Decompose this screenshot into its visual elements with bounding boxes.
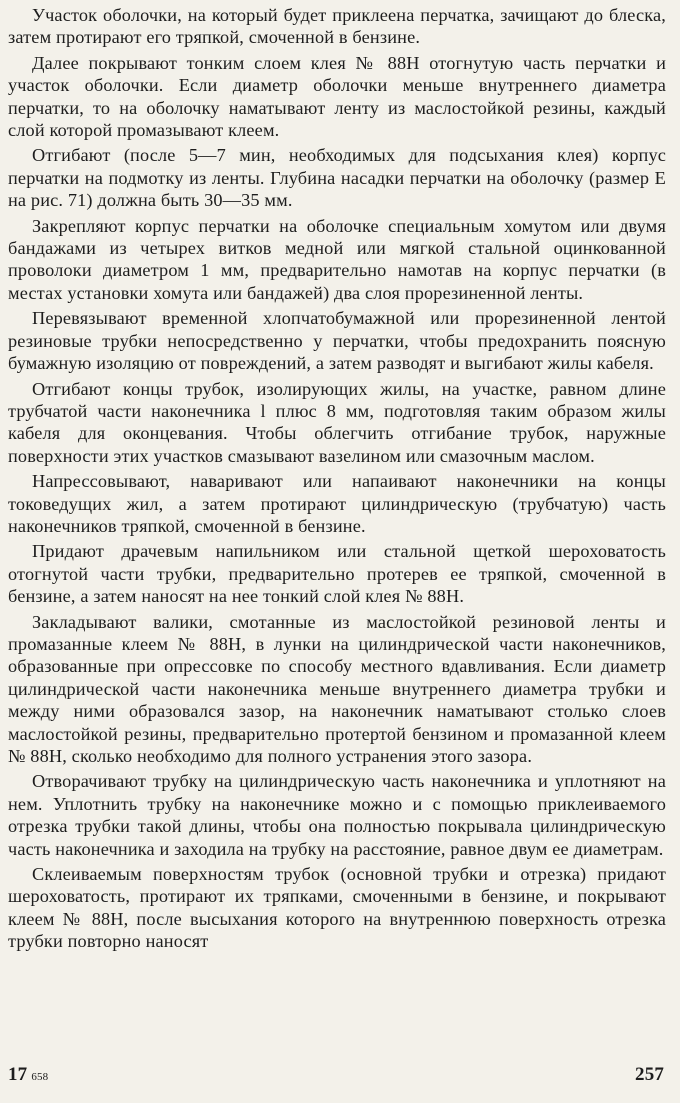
paragraph-3: Отгибают (после 5—7 мин, необходимых для подсыхания клея) корпус перчатки на подмотку из ленты. Глубина насадки перчатки на оболочку (размер E на рис. 71) должна быть 30—35 мм.	[8, 145, 666, 211]
page-number: 257	[635, 1064, 664, 1085]
paragraph-1: Участок оболочки, на который будет приклеена перчатка, зачищают до блеска, затем протирают его тряпкой, смоченной в бензине.	[8, 5, 666, 48]
page-footer	[8, 1063, 664, 1089]
paragraph-10: Отворачивают трубку на цилиндрическую часть наконечника и уплотняют на нем. Уплотнить трубку на наконечнике можно и с помощью приклеиваемого отрезка трубки такой длины, чтобы она полностью покрывала цилиндрическую часть наконечника и заходила на трубку на расстояние, равное двум ее диаметрам.	[8, 771, 666, 859]
paragraph-4: Закрепляют корпус перчатки на оболочке специальным хомутом или двумя бандажами из четырех витков медной или мягкой стальной оцинкованной проволоки диаметром 1 мм, предварительно намотав на корпус перчатки (в местах установки хомута или бандажей) два слоя прорезиненной ленты.	[8, 215, 666, 303]
paragraph-9: Закладывают валики, смотанные из маслостойкой резиновой ленты и промазанные клеем № 88Н, в лунки на цилиндрической части наконечников, образованные при опрессовке по способу местного вдавливания. Если диаметр цилиндрической части наконечника меньше внутреннего диаметра трубки и между ними образовался зазор, на наконечник наматывают столько слоев маслостойкой резины, предварительно протертой бензином и промазанной клеем № 88Н, сколько необходимо для полного устранения этого зазора.	[8, 611, 666, 766]
paragraph-5: Перевязывают временной хлопчатобумажной или прорезиненной лентой резиновые трубки непосредственно у перчатки, чтобы предохранить поясную бумажную изоляцию от повреждений, а затем разводят и выгибают жилы кабеля.	[8, 308, 666, 374]
paragraph-11: Склеиваемым поверхностям трубок (основной трубки и отрезка) придают шероховатость, протирают их тряпками, смоченными в бензине, и покрывают клеем № 88Н, после высыхания которого на внутреннюю поверхность отрезка трубки повторно наносят	[8, 864, 666, 952]
paragraph-7: Напрессовывают, наваривают или напаивают наконечники на концы токоведущих жил, а затем протирают цилиндрическую (трубчатую) часть наконечников тряпкой, смоченной в бензине.	[8, 471, 666, 536]
signature-number: 17	[8, 1064, 28, 1085]
signature-code: 658	[31, 1071, 49, 1083]
paragraph-8: Придают драчевым напильником или стальной щеткой шероховатость отогнутой части трубки, предварительно протерев ее тряпкой, смоченной в бензине, а затем наносят на нее тонкий слой клея № 88Н.	[8, 541, 666, 607]
paragraph-2: Далее покрывают тонким слоем клея № 88Н отогнутую часть перчатки и участок оболочки. Если диаметр оболочки меньше внутреннего диаметра перчатки, то на оболочку наматывают ленту из маслостойкой резины, каждый слой которой промазывают клеем.	[8, 52, 666, 141]
paragraph-6: Отгибают концы трубок, изолирующих жилы, на участке, равном длине трубчатой части наконечника l плюс 8 мм, подготовляя таким образом жилы кабеля для оконцевания. Чтобы облегчить отгибание трубок, наружные поверхности этих участков смазывают вазелином или смазочным маслом.	[8, 378, 666, 466]
printer-signature	[8, 1063, 48, 1088]
